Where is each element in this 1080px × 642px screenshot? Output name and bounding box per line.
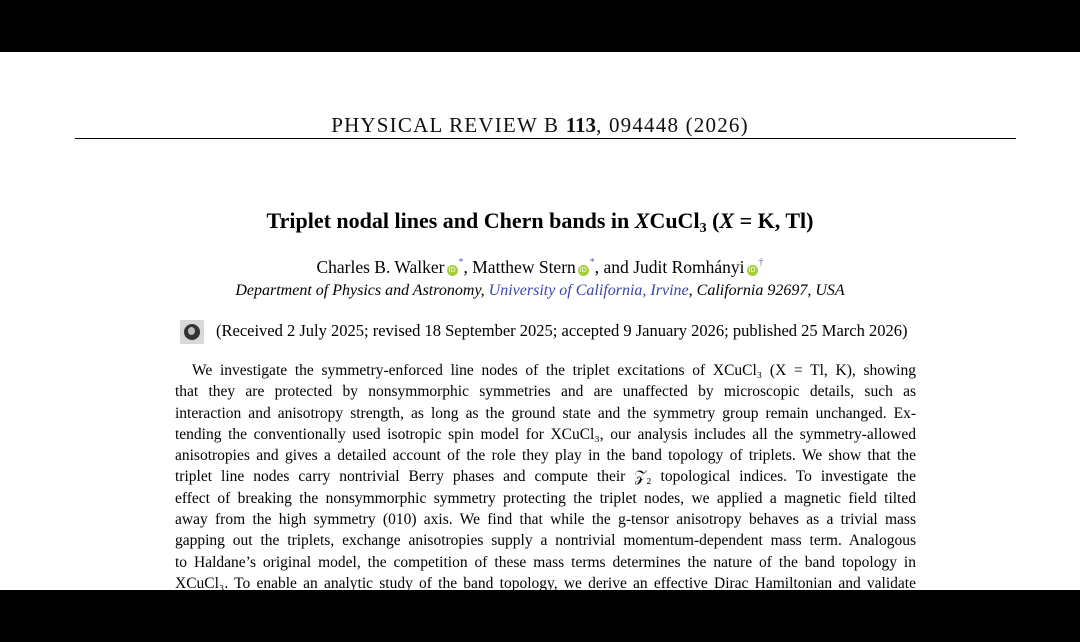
title-formula: CuCl [649, 208, 700, 233]
affiliation [0, 282, 1080, 300]
author-name[interactable]: Matthew Stern [472, 257, 576, 277]
article-info: , 094448 (2026) [596, 113, 749, 137]
abstract-line: We investigate the symmetry-enforced line nodes of the triplet excitations of XCuCl₃ (X = Tl, K), showing [192, 362, 916, 379]
title-x2: X [719, 208, 735, 233]
orcid-icon[interactable]: iD [579, 266, 587, 274]
orcid-icon[interactable]: iD [748, 266, 756, 274]
abstract [175, 360, 916, 590]
abstract-line: interaction and anisotropy strength, as long as the ground state and the symmetry group remain unchanged. Ex- [175, 404, 916, 422]
abstract-line: to Haldane’s original model, the competition of these mass terms determines the nature of the band topology in [175, 553, 916, 571]
author-separator: , [463, 257, 473, 277]
journal-volume: 113 [565, 113, 597, 137]
abstract-line: XCuCl₃. To enable an analytic study of the band topology, we derive an effective Dirac Hamiltonian and validate [175, 574, 916, 590]
abstract-line: gapping out the triplets, exchange anisotropies supply a nontrivial momentum-dependent mass term. Analogous [175, 532, 916, 550]
abstract-line: that they are protected by nonsymmorphic symmetries and are unaffected by microscopic details, such as [175, 383, 916, 401]
footnote-marker[interactable]: * [589, 257, 595, 268]
title-subscript: 3 [699, 221, 707, 236]
title-x: X [634, 208, 650, 233]
affiliation-department: Department of Physics and Astronomy, [235, 282, 489, 299]
footnote-marker[interactable]: † [758, 257, 764, 268]
paper-page [0, 52, 1080, 590]
journal-header [0, 113, 1080, 138]
abstract-line: tending the conventionally used isotropic spin model for XCuCl₃, our analysis includes all the symmetry-allowed [175, 425, 916, 443]
title-suffix: = K, Tl) [734, 208, 814, 233]
crossmark-highlight [188, 327, 195, 335]
title-text: Triplet nodal lines and Chern bands in [266, 208, 635, 233]
abstract-line: away from the high symmetry (010) axis. We find that while the g-tensor anisotropy behaves as a trivial mass [175, 511, 916, 529]
publication-dates: (Received 2 July 2025; revised 18 September 2025; accepted 9 January 2026; published 25 March 2026) [216, 321, 908, 340]
header-rule [75, 138, 1016, 139]
title-paren: ( [706, 208, 720, 233]
abstract-line: triplet line nodes carry nontrivial Berry phases and compute their 𝒵₂ topological indices. To investigate the [175, 468, 916, 486]
abstract-line: anisotropies and gives a detailed account of the role they play in the band topology of triplets. We show that the [175, 447, 916, 465]
orcid-icon[interactable]: iD [448, 266, 456, 274]
crossmark-icon[interactable] [180, 320, 204, 344]
author-name[interactable]: Charles B. Walker [316, 257, 445, 277]
paper-title [0, 208, 1080, 234]
university-link[interactable]: University of California, Irvine [488, 282, 689, 299]
author-separator: , and [594, 257, 634, 277]
author-name[interactable]: Judit Romhányi [633, 257, 745, 277]
footnote-marker[interactable]: * [458, 257, 464, 268]
author-list [0, 257, 1080, 278]
crossmark-badge [184, 324, 200, 340]
journal-name: PHYSICAL REVIEW B [331, 113, 560, 137]
abstract-line: effect of breaking the nonsymmorphic symmetry protecting the triplet nodes, we applied a magnetic field tilted [175, 489, 916, 507]
affiliation-location: , California 92697, USA [688, 282, 845, 299]
